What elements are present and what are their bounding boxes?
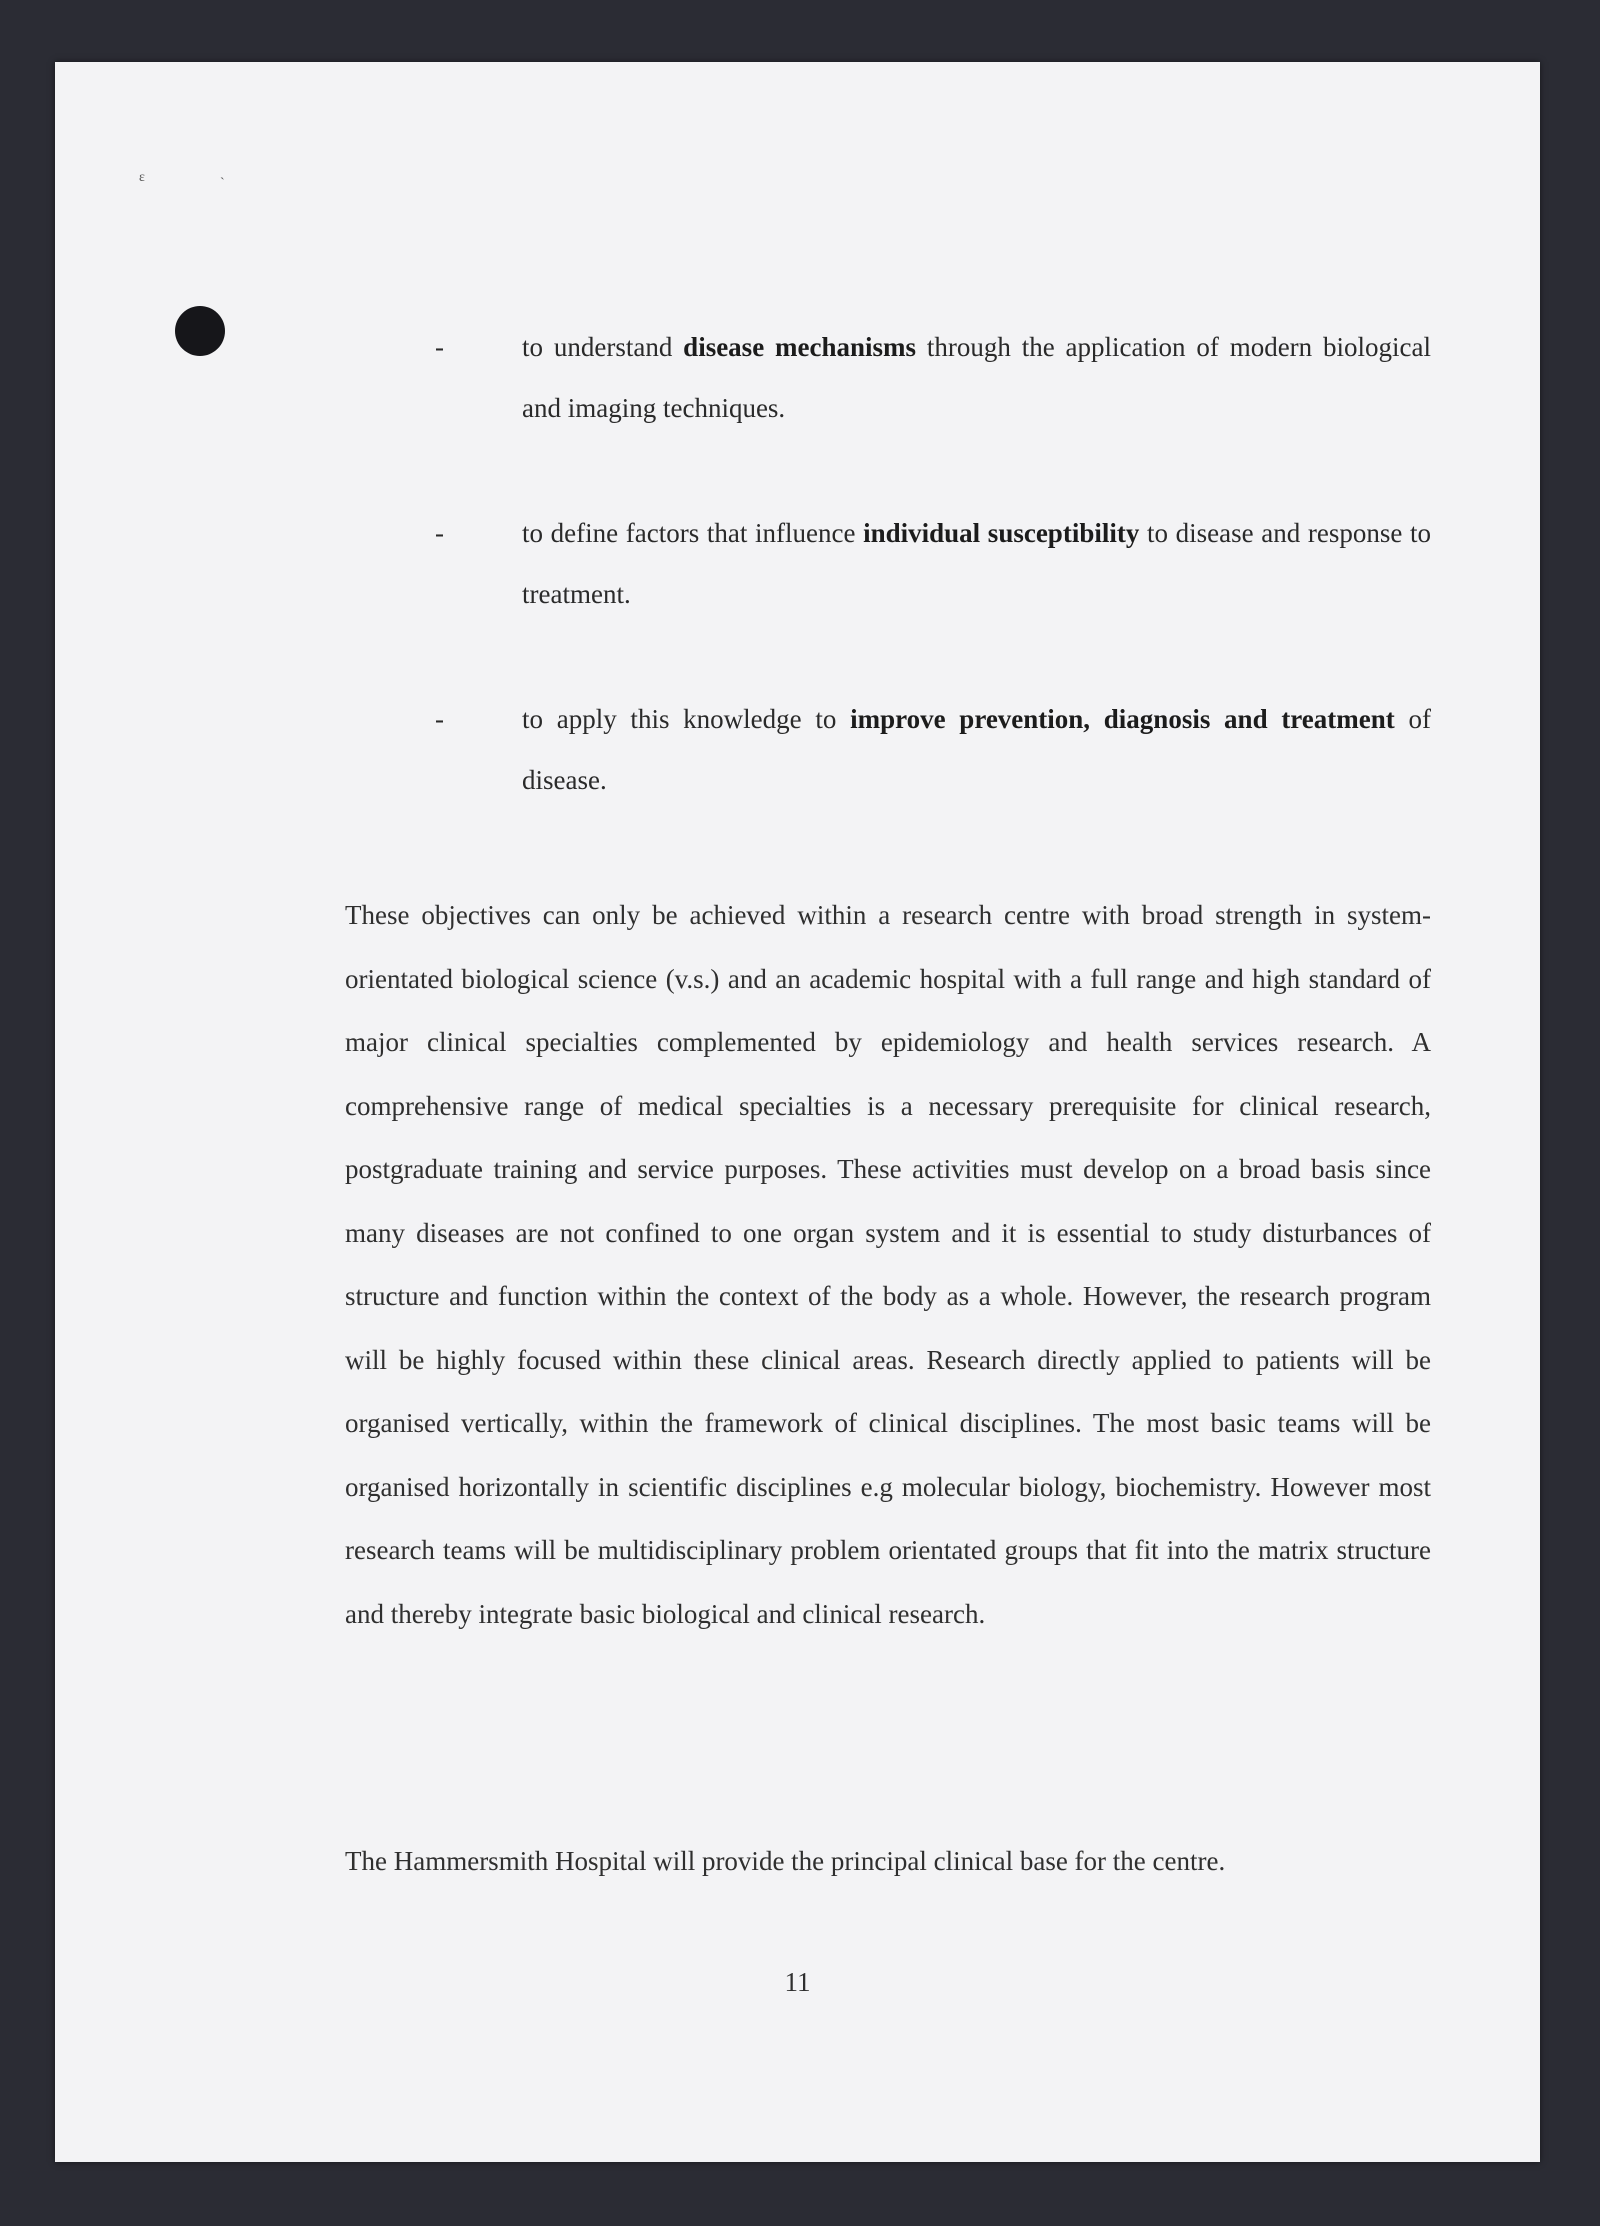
bullet-text-pre: to apply this knowledge to bbox=[522, 704, 851, 734]
bullet-text-bold: disease mechanisms bbox=[683, 332, 917, 362]
bullet-dash: - bbox=[435, 518, 444, 548]
bullet-text-post: of disease. bbox=[522, 704, 1431, 795]
bullet-dash: - bbox=[435, 332, 444, 362]
bullet-text bbox=[522, 332, 1431, 423]
bullet-text-post: to disease and response to treatment. bbox=[522, 518, 1432, 609]
bullet-text-bold: improve prevention, diagnosis and treatment bbox=[850, 704, 1395, 734]
body-paragraph: The Hammersmith Hospital will provide the principal clinical base for the centre. bbox=[345, 1846, 1226, 1876]
scan-speck: ε bbox=[139, 170, 145, 185]
document-page bbox=[55, 62, 1540, 2162]
bullet-text-pre: to understand bbox=[522, 332, 684, 362]
bullet-text-pre: to define factors that influence bbox=[522, 518, 864, 548]
punch-hole bbox=[175, 306, 225, 356]
bullet-text-post: through the application of modern biological and imaging techniques. bbox=[522, 332, 1431, 423]
bullet-text bbox=[522, 518, 1431, 609]
list-item bbox=[435, 317, 1431, 439]
page-number: 11 bbox=[784, 1967, 811, 1997]
bullet-text bbox=[522, 704, 1431, 795]
list-item bbox=[435, 689, 1431, 811]
bullet-text-bold: individual susceptibility bbox=[863, 518, 1140, 548]
scan-speck: ˴ bbox=[220, 170, 225, 185]
list-item bbox=[435, 503, 1431, 625]
body-paragraph: These objectives can only be achieved within a research centre with broad strength in system-orientated biological science (v.s.) and an academic hospital with a full range and high standard of major clinical specialties complemented by epidemiology and health services research. A comprehensive range of medical specialties is a necessary prerequisite for clinical research, postgraduate training and service purposes. These activities must develop on a broad basis since many diseases are not confined to one organ system and it is essential to study disturbances of structure and function within the context of the body as a whole. However, the research program will be highly focused within these clinical areas. Research directly applied to patients will be organised vertically, within the framework of clinical disciplines. The most basic teams will be organised horizontally in scientific disciplines e.g molecular biology, biochemistry. However most research teams will be multidisciplinary problem orientated groups that fit into the matrix structure and thereby integrate basic biological and clinical research. bbox=[345, 900, 1431, 1629]
bullet-dash: - bbox=[435, 704, 444, 734]
objectives-list bbox=[435, 317, 1431, 875]
